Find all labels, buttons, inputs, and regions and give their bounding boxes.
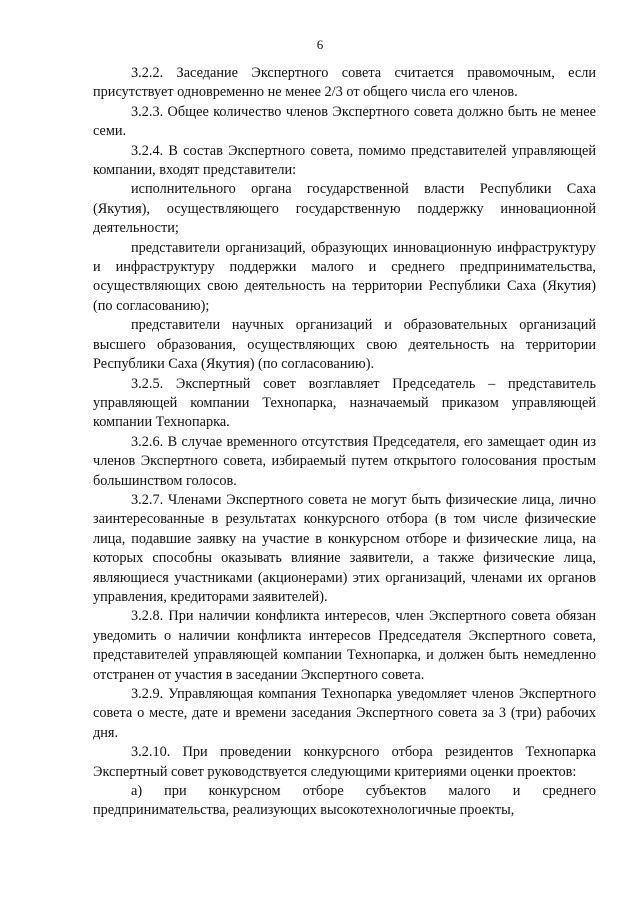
list-item-executive-body: исполнительного органа государственной власти Республики Саха (Якутия), осуществляющего государственную поддержку инновационной деятельности; [93,181,596,237]
paragraph-3-2-5: 3.2.5. Экспертный совет возглавляет Председатель – представитель управляющей компании Технопарка, назначаемый приказом управляющей компании Технопарка. [93,375,596,431]
paragraph-3-2-3: 3.2.3. Общее количество членов Экспертного совета должно быть не менее семи. [93,103,596,140]
paragraph-3-2-10: 3.2.10. При проведении конкурсного отбора резидентов Технопарка Экспертный совет руководствуется следующими критериями оценки проектов: [93,744,596,780]
paragraph-3-2-7: 3.2.7. Членами Экспертного совета не могут быть физические лица, лично заинтересованные в результатах конкурсного отбора (в том числе физические лица, подавшие заявку на участие в конкурсном отборе и физические лица, на которых способны оказывать влияние заявители, а также физические лица, являющиеся участниками (акционерами) этих организаций, членами их органов управления, кредиторами заявителей). [93,491,596,605]
paragraph-3-2-6: 3.2.6. В случае временного отсутствия Председателя, его замещает один из членов Экспертного совета, избираемый путем открытого голосования простым большинством голосов. [93,433,596,489]
paragraph-3-2-9: 3.2.9. Управляющая компания Технопарка уведомляет членов Экспертного совета о месте, дате и времени заседания Экспертного совета за 3 (три) рабочих дня. [93,686,596,741]
paragraph-3-2-4: 3.2.4. В состав Экспертного совета, помимо представителей управляющей компании, входят представители: [93,142,596,179]
paragraph-3-2-8: 3.2.8. При наличии конфликта интересов, член Экспертного совета обязан уведомить о наличии конфликта интересов Председателя Экспертного совета, представителей управляющей компании Технопарка, и должен быть немедленно отстранен от участия в заседании Экспертного совета. [93,608,596,683]
list-item-infrastructure-orgs: представители организаций, образующих инновационную инфраструктуру и инфраструктуру поддержки малого и среднего предпринимательства, осуществляющих свою деятельность на территории Республики Саха (Якутия) (по согласованию); [93,239,596,314]
page-number: 6 [316,37,324,52]
paragraph-3-2-2: 3.2.2. Заседание Экспертного совета считается правомочным, если присутствует одновременно не менее 2/3 от общего числа его членов. [93,65,596,101]
document-body [93,64,596,821]
list-item-a: а) при конкурсном отборе субъектов малого и среднего предпринимательства, реализующих высокотехнологичные проекты, [93,783,596,819]
list-item-scientific-orgs: представители научных организаций и образовательных организаций высшего образования, осуществляющих свою деятельность на территории Республики Саха (Якутия) (по согласованию). [93,317,596,373]
